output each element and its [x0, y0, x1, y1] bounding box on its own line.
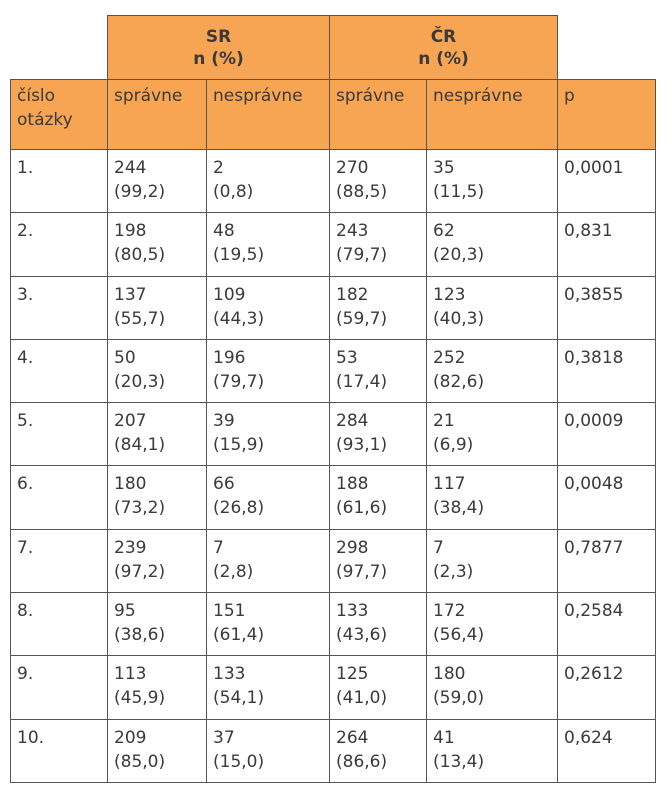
percent-sr-correct: (85,0): [114, 751, 166, 772]
question-number: 6.: [11, 466, 108, 529]
cell-cr-correct: [330, 656, 427, 719]
table-body: [11, 150, 656, 783]
question-number: 2.: [11, 213, 108, 276]
percent-cr-correct: (86,6): [336, 751, 388, 772]
cell-cr-correct: [330, 403, 427, 466]
empty-corner: [11, 16, 108, 80]
percent-sr-correct: (99,2): [114, 182, 166, 202]
column-header-row: [11, 80, 656, 150]
cell-sr-correct: [108, 466, 207, 529]
results-table: [10, 15, 656, 783]
header-sr-correct: správne: [108, 80, 207, 150]
cell-cr-incorrect: [427, 339, 558, 402]
p-value: 0,0009: [558, 403, 656, 466]
cell-sr-correct: [108, 656, 207, 719]
question-number: 4.: [11, 339, 108, 402]
empty-corner-right: [558, 16, 656, 80]
count-cr-correct: 298: [336, 537, 369, 558]
count-cr-incorrect: 62: [433, 221, 455, 242]
count-cr-correct: 264: [336, 727, 369, 748]
percent-sr-correct: (73,2): [114, 498, 166, 519]
percent-cr-correct: (41,0): [336, 688, 388, 709]
count-sr-incorrect: 109: [213, 284, 246, 305]
cell-sr-incorrect: [207, 593, 330, 656]
group-header-sr: [108, 16, 330, 80]
cell-cr-incorrect: [427, 213, 558, 276]
cell-sr-correct: [108, 719, 207, 782]
cell-sr-incorrect: [207, 150, 330, 213]
percent-cr-correct: (79,7): [336, 245, 388, 266]
header-sr-incorrect: nesprávne: [207, 80, 330, 150]
cell-cr-correct: [330, 339, 427, 402]
group-unit-cr: n (%): [418, 48, 469, 69]
percent-sr-incorrect: (54,1): [213, 688, 265, 709]
table-row: [11, 276, 656, 339]
count-cr-correct: 243: [336, 221, 369, 242]
table-row: [11, 150, 656, 213]
percent-sr-correct: (38,6): [114, 625, 166, 646]
cell-sr-incorrect: [207, 466, 330, 529]
count-cr-correct: 182: [336, 284, 369, 305]
count-sr-correct: 244: [114, 158, 147, 178]
header-cr-incorrect: nesprávne: [427, 80, 558, 150]
count-sr-correct: 137: [114, 284, 147, 305]
cell-cr-incorrect: [427, 150, 558, 213]
percent-cr-incorrect: (56,4): [433, 625, 485, 646]
percent-sr-incorrect: (19,5): [213, 245, 265, 266]
percent-sr-correct: (84,1): [114, 435, 166, 456]
table-row: [11, 339, 656, 402]
cell-sr-incorrect: [207, 529, 330, 592]
p-value: 0,2584: [558, 593, 656, 656]
cell-cr-correct: [330, 466, 427, 529]
percent-sr-incorrect: (0,8): [213, 182, 254, 202]
table-row: [11, 403, 656, 466]
question-number: 7.: [11, 529, 108, 592]
count-cr-correct: 188: [336, 474, 369, 495]
percent-cr-correct: (17,4): [336, 371, 388, 392]
cell-sr-incorrect: [207, 276, 330, 339]
cell-cr-incorrect: [427, 593, 558, 656]
percent-cr-correct: (59,7): [336, 308, 388, 329]
percent-cr-incorrect: (40,3): [433, 308, 485, 329]
count-sr-incorrect: 196: [213, 347, 246, 368]
p-value: 0,2612: [558, 656, 656, 719]
count-cr-correct: 53: [336, 347, 358, 368]
percent-cr-incorrect: (38,4): [433, 498, 485, 519]
count-cr-incorrect: 172: [433, 601, 466, 622]
question-number: 5.: [11, 403, 108, 466]
count-sr-incorrect: 2: [213, 158, 224, 178]
count-sr-correct: 113: [114, 664, 147, 685]
cell-sr-correct: [108, 529, 207, 592]
percent-sr-correct: (97,2): [114, 561, 166, 582]
percent-sr-incorrect: (15,0): [213, 751, 265, 772]
cell-sr-incorrect: [207, 339, 330, 402]
percent-sr-incorrect: (26,8): [213, 498, 265, 519]
cell-sr-correct: [108, 150, 207, 213]
percent-sr-incorrect: (79,7): [213, 371, 265, 392]
question-number: 3.: [11, 276, 108, 339]
percent-sr-incorrect: (61,4): [213, 625, 265, 646]
cell-sr-incorrect: [207, 656, 330, 719]
count-sr-incorrect: 66: [213, 474, 235, 495]
table-row: [11, 466, 656, 529]
percent-cr-correct: (93,1): [336, 435, 388, 456]
cell-cr-correct: [330, 213, 427, 276]
cell-sr-incorrect: [207, 403, 330, 466]
count-sr-incorrect: 39: [213, 411, 235, 432]
count-sr-incorrect: 7: [213, 537, 224, 558]
percent-cr-correct: (43,6): [336, 625, 388, 646]
count-cr-correct: 125: [336, 664, 369, 685]
table-row: [11, 213, 656, 276]
p-value: 0,3855: [558, 276, 656, 339]
count-cr-incorrect: 35: [433, 158, 455, 178]
cell-cr-correct: [330, 276, 427, 339]
count-cr-correct: 133: [336, 601, 369, 622]
cell-sr-correct: [108, 276, 207, 339]
cell-sr-correct: [108, 213, 207, 276]
cell-cr-incorrect: [427, 656, 558, 719]
percent-cr-incorrect: (59,0): [433, 688, 485, 709]
count-cr-incorrect: 7: [433, 537, 444, 558]
cell-sr-incorrect: [207, 719, 330, 782]
percent-sr-correct: (45,9): [114, 688, 166, 709]
count-sr-correct: 209: [114, 727, 147, 748]
table-row: [11, 593, 656, 656]
table-row: [11, 529, 656, 592]
group-name-sr: SR: [205, 26, 232, 47]
count-sr-incorrect: 133: [213, 664, 246, 685]
p-value: 0,7877: [558, 529, 656, 592]
percent-cr-correct: (97,7): [336, 561, 388, 582]
header-cr-correct: správne: [330, 80, 427, 150]
count-sr-correct: 50: [114, 347, 136, 368]
cell-cr-correct: [330, 593, 427, 656]
cell-sr-correct: [108, 339, 207, 402]
p-value: 0,3818: [558, 339, 656, 402]
group-name-cr: ČR: [430, 26, 457, 47]
percent-cr-incorrect: (6,9): [433, 435, 474, 456]
group-header-cr: [330, 16, 558, 80]
percent-sr-correct: (20,3): [114, 371, 166, 392]
cell-cr-incorrect: [427, 719, 558, 782]
percent-cr-incorrect: (11,5): [433, 182, 485, 202]
p-value: 0,0048: [558, 466, 656, 529]
table-row: [11, 656, 656, 719]
p-value: 0,831: [558, 213, 656, 276]
group-unit-sr: n (%): [193, 48, 244, 69]
count-cr-incorrect: 41: [433, 727, 455, 748]
p-value: 0,0001: [558, 150, 656, 213]
percent-sr-incorrect: (44,3): [213, 308, 265, 329]
count-sr-correct: 95: [114, 601, 136, 622]
percent-cr-correct: (61,6): [336, 498, 388, 519]
cell-cr-incorrect: [427, 276, 558, 339]
cell-cr-correct: [330, 719, 427, 782]
count-sr-correct: 207: [114, 411, 147, 432]
header-question: číslo otázky: [11, 80, 108, 150]
percent-cr-correct: (88,5): [336, 182, 388, 202]
percent-cr-incorrect: (82,6): [433, 371, 485, 392]
question-number: 10.: [11, 719, 108, 782]
count-cr-incorrect: 180: [433, 664, 466, 685]
cell-sr-correct: [108, 593, 207, 656]
count-sr-correct: 239: [114, 537, 147, 558]
question-number: 9.: [11, 656, 108, 719]
percent-sr-correct: (55,7): [114, 308, 166, 329]
count-cr-incorrect: 117: [433, 474, 466, 495]
count-cr-correct: 270: [336, 158, 369, 178]
count-sr-incorrect: 37: [213, 727, 235, 748]
count-sr-incorrect: 48: [213, 221, 235, 242]
count-cr-correct: 284: [336, 411, 369, 432]
percent-cr-incorrect: (13,4): [433, 751, 485, 772]
group-header-row: [11, 16, 656, 80]
percent-sr-correct: (80,5): [114, 245, 166, 266]
count-cr-incorrect: 252: [433, 347, 466, 368]
table-row: [11, 719, 656, 782]
count-cr-incorrect: 21: [433, 411, 455, 432]
cell-cr-incorrect: [427, 403, 558, 466]
header-p: p: [558, 80, 656, 150]
count-sr-incorrect: 151: [213, 601, 246, 622]
count-sr-correct: 180: [114, 474, 147, 495]
cell-sr-incorrect: [207, 213, 330, 276]
count-cr-incorrect: 123: [433, 284, 466, 305]
cell-cr-incorrect: [427, 466, 558, 529]
percent-cr-incorrect: (2,3): [433, 561, 474, 582]
percent-sr-incorrect: (15,9): [213, 435, 265, 456]
question-number: 8.: [11, 593, 108, 656]
percent-sr-incorrect: (2,8): [213, 561, 254, 582]
cell-cr-correct: [330, 529, 427, 592]
p-value: 0,624: [558, 719, 656, 782]
cell-cr-correct: [330, 150, 427, 213]
count-sr-correct: 198: [114, 221, 147, 242]
percent-cr-incorrect: (20,3): [433, 245, 485, 266]
question-number: 1.: [11, 150, 108, 213]
cell-cr-incorrect: [427, 529, 558, 592]
cell-sr-correct: [108, 403, 207, 466]
